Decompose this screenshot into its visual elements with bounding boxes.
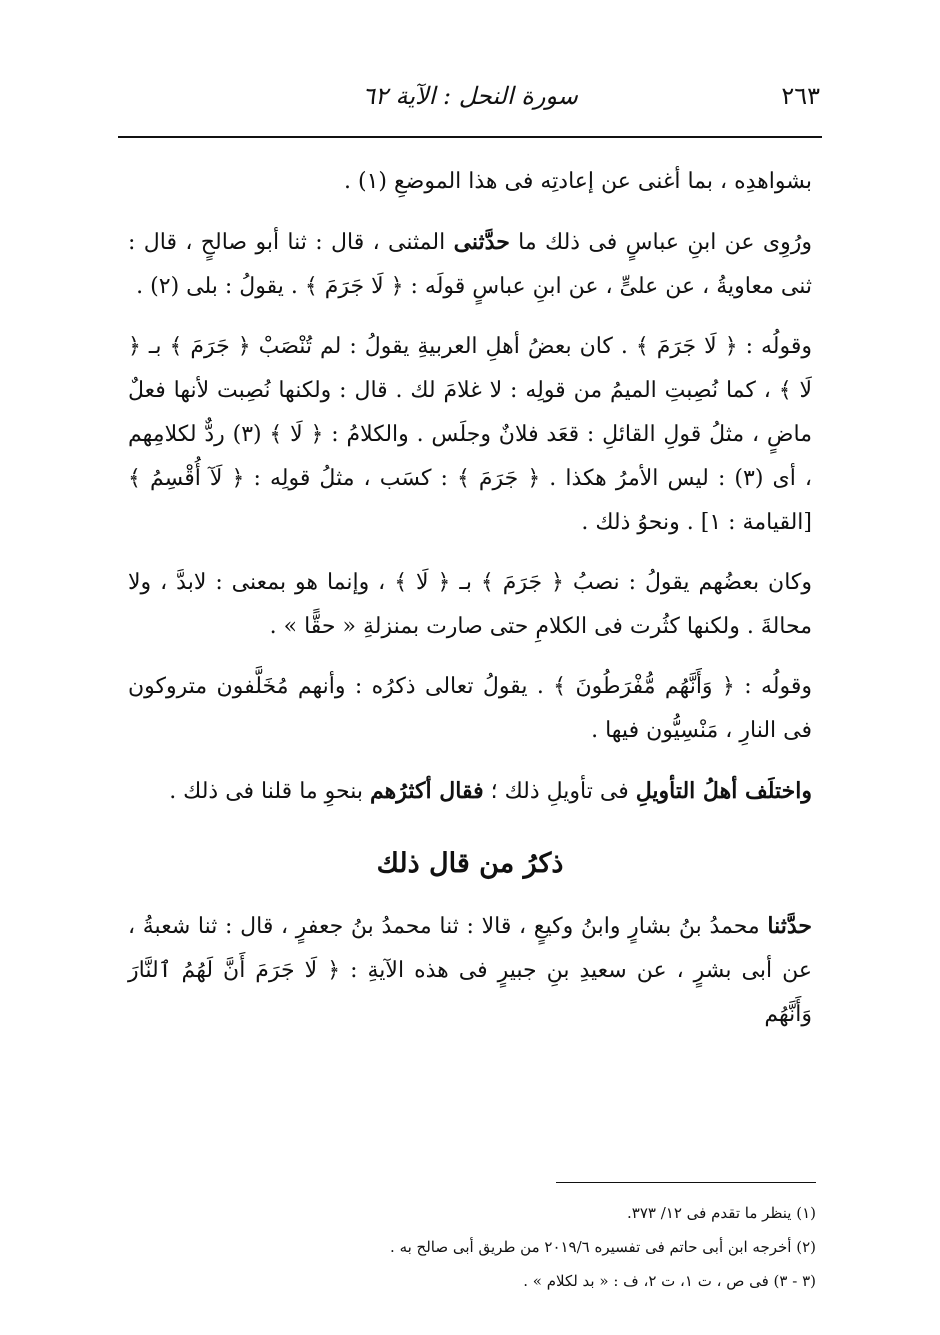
paragraph-text: وكان بعضُهم يقولُ : نصبُ ﴿ جَرَمَ ﴾ بـ ﴿ لَا ﴾ ، وإنما هو بمعنى : لابدَّ ، ولا محالةَ . ولكنها كثُرت فى الكلامِ حتى صارت بمنزلةِ « حقًّا » . <box>128 570 812 639</box>
paragraph-text: بشواهدِه ، بما أغنى عن إعادتِه فى هذا الموضعِ (١) . <box>343 169 812 194</box>
header-rule <box>118 136 822 138</box>
paragraph-bold-2: فقال أكثرُهم <box>370 778 484 804</box>
paragraph-text: فى تأويلِ ذلك ؛ <box>483 779 636 804</box>
paragraph-6 <box>128 769 812 814</box>
main-text <box>128 160 812 1053</box>
paragraph-text: المثنى ، قال : ثنا أبو صالحٍ ، قال : ثنى معاويةُ ، عن علىٍّ ، عن ابنِ عباسٍ قولَه : ﴿ لَا جَرَمَ ﴾ . يقولُ : بلى (٢) . <box>128 230 812 299</box>
paragraph-text: وقولُه : ﴿ وَأَنَّهُم مُّفْرَطُونَ ﴾ . يقولُ تعالى ذكرُه : وأنهم مُخَلَّفون متروكون فى النارِ ، مَنْسِيُّون فيها . <box>128 674 812 743</box>
section-heading: ذكرُ من قال ذلك <box>376 848 564 879</box>
paragraph-bold: حدَّثنا <box>767 913 812 939</box>
paragraph-text: وقولُه : ﴿ لَا جَرَمَ ﴾ . كان بعضُ أهلِ العربيةِ يقولُ : لم تُنْصَبْ ﴿ جَرَمَ ﴾ بـ ﴿ لَا ﴾ ، كما نُصِبتِ الميمُ من قولِه : لا غلامَ لك . قال : ولكنها نُصِبت لأنها فعلٌ ماضٍ ، مثلُ قولِ القائلِ : قعَد فلانٌ وجلَس . والكلامُ : ﴿ لَا ﴾ (٣) ردٌّ لكلامِهم ، أى (٣) : ليس الأمرُ هكذا . ﴿ جَرَمَ ﴾ : كسَب ، مثلُ قولِه : ﴿ لَآ أُقْسِمُ ﴾ [القيامة : ١] . ونحوُ ذلك . <box>128 334 813 535</box>
page-number: ٢٦٣ <box>781 82 820 110</box>
footnote-2: (٢) أخرجه ابن أبى حاتم فى تفسيره ٢٠١٩/٦ من طريق أبى صالح به . <box>390 1238 816 1256</box>
paragraph-3 <box>128 325 812 545</box>
running-title: سورة النحل : الآية ٦٢ <box>362 82 578 110</box>
paragraph-2 <box>128 220 812 309</box>
paragraph-1 <box>128 160 812 204</box>
footnote-1: (١) ينظر ما تقدم فى ١٢/ ٣٧٣. <box>626 1204 816 1222</box>
paragraph-5 <box>128 665 812 753</box>
paragraph-bold: واختلَف أهلُ التأويلِ <box>635 778 812 804</box>
paragraph-4 <box>128 561 812 649</box>
footnotes <box>128 1196 816 1298</box>
paragraph-text-2: بنحوِ ما قلنا فى ذلك . <box>169 779 370 804</box>
footnote-3: (٣ - ٣) فى ص ، ت ١، ت ٢، ف : « بد لكلام » . <box>523 1272 816 1290</box>
paragraph-lead: ورُوِى عن ابنِ عباسٍ فى ذلك ما <box>509 230 812 255</box>
page-header <box>120 82 820 122</box>
footnote-rule <box>556 1182 816 1183</box>
paragraph-7 <box>128 904 812 1037</box>
paragraph-bold: حدَّثنى <box>453 229 510 255</box>
paragraph-text: محمدُ بنُ بشارٍ وابنُ وكيعٍ ، قالا : ثنا محمدُ بنُ جعفرٍ ، قال : ثنا شعبةُ ، عن أبى بشرٍ ، عن سعيدِ بنِ جبيرٍ فى هذه الآيةِ : ﴿ لَا جَرَمَ أَنَّ لَهُمُ ٱلنَّارَ وَأَنَّهُم <box>128 914 812 1027</box>
